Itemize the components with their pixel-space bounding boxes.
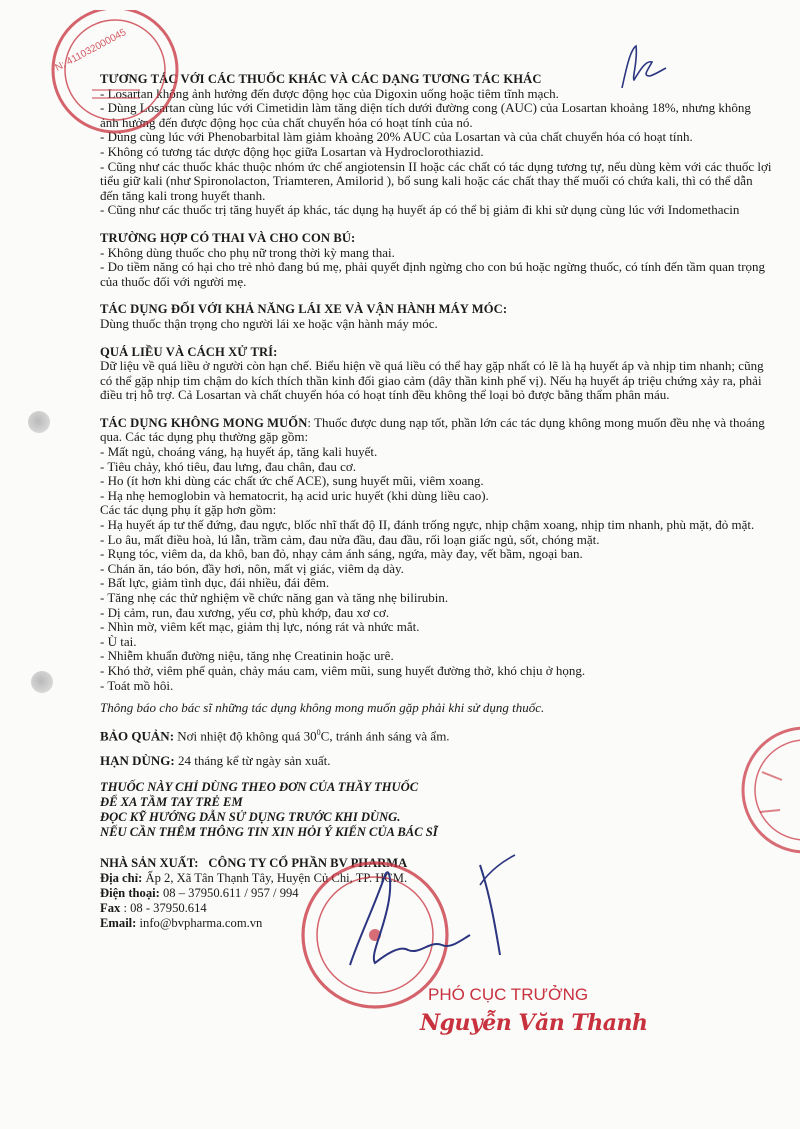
handwritten-signature [330,845,530,995]
side-effects-intro [100,416,772,445]
storage-text: Nơi nhiệt độ không quá 30 [174,728,317,744]
paragraph-line: - Dùng Losartan cùng lúc với Cimetidin làm tăng diện tích dưới đường cong (AUC) của Losartan khoảng 18%, nhưng không ảnh hưởng đến được động học của chất chuyển hóa có hoạt tính của nó. [100,100,751,130]
list-item: - Ho (ít hơn khi dùng các chất ức chế ACE), sung huyết mũi, viêm xoang. [100,473,484,489]
email-value: info@bvpharma.com.vn [136,916,263,931]
list-item: - Chán ăn, táo bón, đầy hơi, nôn, mất vị giác, viêm dạ dày. [100,560,404,576]
list-item: - Nhiễm khuẩn đường niệu, tăng nhẹ Creatinin hoặc urê. [100,648,394,664]
list-item: - Hạ huyết áp tư thế đứng, đau ngực, blốc nhĩ thất độ II, đánh trống ngực, nhịp chậm xoang, nhịp tim nhanh, phù mặt, đỏ mặt. [100,517,755,533]
section-side-effects [100,416,772,693]
expiry-label: HẠN DÙNG: [100,752,175,768]
storage-label: BẢO QUẢN: [100,728,175,744]
list-item: - Tiêu chảy, khó tiêu, đau lưng, đau chân, đau cơ. [100,458,357,474]
email-label: Email: [100,916,137,931]
section-heading: TÁC DỤNG KHÔNG MONG MUỐN [100,415,308,430]
paragraph-text: Dữ liệu về quá liều ở người còn hạn chế. Biểu hiện về quá liều có thể hay gặp nhất có lẽ là hạ huyết áp và nhịp tim nhanh; cũng có thể gặp nhịp tim chậm do kích thích thần kinh đối giao cảm (dây thần kinh phế vị). Nếu hạ huyết áp triệu chứng xảy ra, phải điều trị hỗ trợ. Cả Losartan và chất chuyển hóa có hoạt tính đều không thể loại bỏ được bằng thẩm phân máu. [100,358,764,403]
warnings-block [100,780,772,840]
side-effects-intro-text: : Thuốc được dung nạp tốt, phần lớn các tác dụng không mong muốn đều nhẹ và thoáng qua. Các tác dụng phụ thường gặp gồm: [100,414,765,445]
company-stamp-seal [20,10,190,160]
address-value: Ấp 2, Xã Tân Thạnh Tây, Huyện Củ Chi, TP. HCM. [142,871,408,886]
doctor-notice: Thông báo cho bác sĩ những tác dụng không mong muốn gặp phải khi sử dụng thuốc. [100,700,545,716]
warning-line: THUỐC NÀY CHỈ DÙNG THEO ĐƠN CỦA THẦY THUỐC [100,780,419,795]
section-heading: TÁC DỤNG ĐỐI VỚI KHẢ NĂNG LÁI XE VÀ VẬN HÀNH MÁY MÓC: [100,302,508,317]
punch-hole-bottom [31,671,53,693]
paragraph-line: - Cũng như các thuốc trị tăng huyết áp khác, tác dụng hạ huyết áp có thể bị giảm đi khi sử dụng cùng lúc với Indomethacin [100,202,740,218]
right-edge-stamp [700,720,800,860]
section-heading: TRƯỜNG HỢP CÓ THAI VÀ CHO CON BÚ: [100,230,356,245]
list-item: - Lo âu, mất điều hoà, lú lẫn, trầm cảm, đau nửa đầu, đau đầu, rối loạn giấc ngủ, sốt, chóng mặt. [100,531,600,547]
leaflet-content [100,72,772,931]
section-overdose [100,345,772,403]
list-item: - Bất lực, giảm tình dục, đái nhiều, đái đêm. [100,575,330,591]
initials-scribble [612,40,672,95]
warning-line: NẾU CẦN THÊM THÔNG TIN XIN HỎI Ý KIẾN CỦA BÁC SĨ [100,825,438,840]
signatory-name: Nguyễn Văn Thanh [420,1010,648,1036]
fax-label: Fax [100,901,121,916]
section-heading: QUÁ LIỀU VÀ CÁCH XỬ TRÍ: [100,344,278,359]
paragraph-line: - Không có tương tác dược động học giữa Losartan và Hydroclorothiazid. [100,143,484,159]
section-pregnancy [100,231,772,289]
section-heading: TƯƠNG TÁC VỚI CÁC THUỐC KHÁC VÀ CÁC DẠNG TƯƠNG TÁC KHÁC [100,72,542,86]
expiry-line [100,754,772,769]
storage-line [100,726,772,744]
manufacturer-company: CÔNG TY CỔ PHẦN BV PHARMA [208,856,408,871]
punch-hole-top [28,411,50,433]
warning-line: ĐỂ XA TẦM TAY TRẺ EM [100,795,243,810]
list-item: - Khó thở, viêm phế quản, chảy máu cam, viêm mũi, sung huyết đường thở, khó chịu ở họng. [100,662,586,678]
list-item: - Rụng tóc, viêm da, da khô, ban đỏ, nhạy cảm ánh sáng, ngứa, mày đay, vết bầm, ngoại ban. [100,546,583,562]
fax-value: : 08 - 37950.614 [120,901,207,916]
stamp-number: N: 411032000045 [53,27,129,74]
list-item: - Nhìn mờ, viêm kết mạc, giảm thị lực, nóng rát và nhức mắt. [100,619,420,635]
section-driving [100,302,772,331]
manufacturer-label: NHÀ SẢN XUẤT: [100,856,199,871]
list-item: - Hạ nhẹ hemoglobin và hematocrit, hạ acid uric huyết (khi dùng liều cao). [100,487,489,503]
signatory-title: PHÓ CỤC TRƯỞNG [428,985,589,1004]
paragraph-line: - Cũng như các thuốc khác thuộc nhóm ức chế angiotensin II hoặc các chất có tác dụng tương tự, nếu dùng kèm với các thuốc lợi tiểu giữ kali (như Spironolacton, Triamteren, Amilorid ), bổ sung kali hoặc các chất thay thế muối có chứa kali, thì có thể dẫn đến tăng kali trong huyết thanh. [100,158,772,203]
paragraph-line: - Không dùng thuốc cho phụ nữ trong thời kỳ mang thai. [100,244,395,260]
paragraph-line: - Losartan không ảnh hưởng đến được động học của Digoxin uống hoặc tiêm tĩnh mạch. [100,85,559,101]
list-item: - Tăng nhẹ các thử nghiệm về chức năng gan và tăng nhẹ bilirubin. [100,590,449,605]
list-item: - Mất ngủ, choáng váng, hạ huyết áp, tăng kali huyết. [100,444,378,460]
list-subheading: Các tác dụng phụ ít gặp hơn gồm: [100,502,277,518]
degree-superscript: 0 [316,727,321,737]
paragraph-line: - Do tiềm năng có hại cho trẻ nhỏ đang bú mẹ, phải quyết định ngừng cho con bú hoặc ngừng thuốc, có tính đến tầm quan trọng của thuốc đối với người mẹ. [100,259,766,289]
list-item: - Dị cảm, run, đau xương, yếu cơ, phù khớp, đau xơ cơ. [100,604,390,620]
list-item: - Ù tai. [100,633,137,649]
warning-line: ĐỌC KỸ HƯỚNG DẪN SỬ DỤNG TRƯỚC KHI DÙNG. [100,810,401,825]
address-label: Địa chỉ: [100,871,143,886]
phone-label: Điện thoại: [100,886,160,901]
paragraph-text: Dùng thuốc thận trọng cho người lái xe hoặc vận hành máy móc. [100,315,438,331]
phone-value: 08 – 37950.611 / 957 / 994 [159,886,299,901]
paragraph-line: - Dùng cùng lúc với Phenobarbital làm giảm khoảng 20% AUC của Losartan và của chất chuyển hóa có hoạt tính. [100,129,693,145]
storage-text-end: C, tránh ánh sáng và ẩm. [320,728,450,744]
expiry-text: 24 tháng kể từ ngày sản xuất. [174,752,331,768]
list-item: - Toát mồ hôi. [100,677,174,693]
